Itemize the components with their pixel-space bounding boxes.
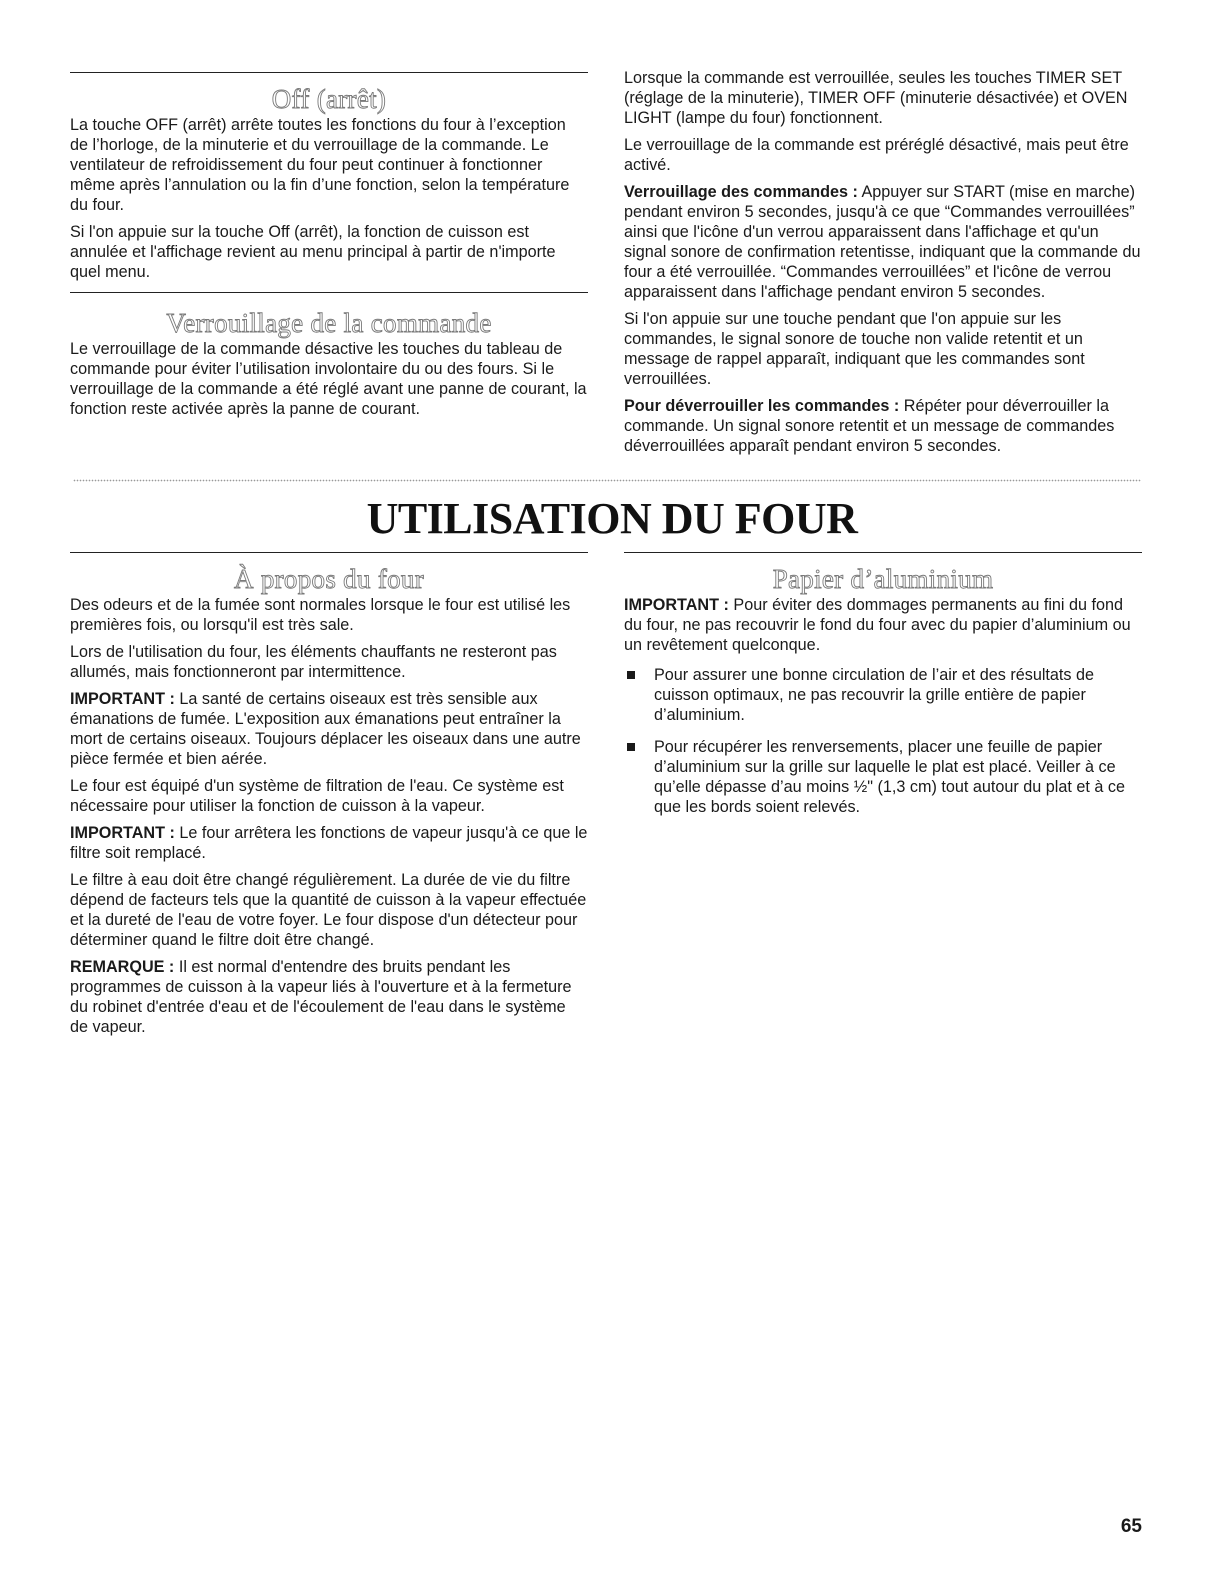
lock-unlock-label: Pour déverrouiller les commandes :	[624, 397, 900, 415]
lock-paragraph-4	[624, 182, 1142, 302]
bullet-square-icon	[627, 671, 635, 679]
lock-paragraph-6	[624, 396, 1142, 456]
lock-section-title: Verrouillage de la commande	[166, 308, 492, 338]
foil-important-label: IMPORTANT :	[624, 596, 729, 614]
top-right-column	[624, 68, 1142, 463]
bottom-left-column	[70, 552, 588, 1044]
about-paragraph-7	[70, 957, 588, 1037]
foil-important-text: Pour éviter des dommages permanents au fini du fond du four, ne pas recouvrir le fond du four avec du papier d’aluminium ou un revêtement quelconque.	[624, 596, 1131, 654]
bottom-right-column	[624, 552, 1142, 829]
section-rule	[624, 552, 1142, 553]
about-paragraph-4: Le four est équipé d'un système de filtration de l'eau. Ce système est nécessaire pour utiliser la fonction de cuisson à la vapeur.	[70, 777, 564, 815]
about-paragraph-3	[70, 689, 588, 769]
list-item	[624, 665, 1142, 725]
about-paragraph-6: Le filtre à eau doit être changé régulièrement. La durée de vie du filtre dépend de facteurs tels que la quantité de cuisson à la vapeur effectuée et la dureté de l'eau de votre foyer. Le four dispose d'un détecteur pour déterminer quand le filtre doit être changé.	[70, 871, 587, 949]
lock-paragraph-5: Si l'on appuie sur une touche pendant que l'on appuie sur les commandes, le signal sonore de touche non valide retentit et un message de rappel apparaît, indiquant que les commandes sont verrouillées.	[624, 310, 1085, 388]
lock-activate-label: Verrouillage des commandes :	[624, 183, 858, 201]
off-section-title: Off (arrêt)	[271, 84, 387, 114]
lock-paragraph-3: Le verrouillage de la commande est préréglé désactivé, mais peut être activé.	[624, 136, 1129, 174]
foil-paragraph-1	[624, 595, 1142, 655]
about-important-text: La santé de certains oiseaux est très sensible aux émanations de fumée. L'exposition aux émanations peut entraîner la mort de certains oiseaux. Toujours déplacer les oiseaux dans une autre pièce fermée et bien aérée.	[70, 690, 581, 768]
off-paragraph-2: Si l'on appuie sur la touche Off (arrêt), la fonction de cuisson est annulée et l'affichage revient au menu principal à partir de n'importe quel menu.	[70, 223, 556, 281]
about-important-label: IMPORTANT :	[70, 690, 175, 708]
lock-paragraph-1: Le verrouillage de la commande désactive les touches du tableau de commande pour éviter l’utilisation involontaire du ou des fours. Si le verrouillage de la commande a été réglé avant une panne de courant, la fonction reste activée après la panne de courant.	[70, 340, 587, 418]
top-left-column	[70, 72, 588, 426]
list-item	[624, 737, 1142, 817]
about-paragraph-5	[70, 823, 588, 863]
bullet-text: Pour assurer une bonne circulation de l’air et des résultats de cuisson optimaux, ne pas recouvrir la grille entière de papier d’aluminium.	[654, 666, 1095, 724]
bullet-square-icon	[627, 743, 635, 751]
foil-bullet-list	[624, 665, 1142, 817]
lock-activate-text: Appuyer sur START (mise en marche) pendant environ 5 secondes, jusqu'à ce que “Commandes verrouillées” ainsi que l'icône d'un verrou apparaissent dans l'affichage et qu'un signal sonore de confirmation retentisse, indiquant que la commande du four a été verrouillée. “Commandes verrouillées” et l'icône de verrou apparaissent dans l'affichage pendant environ 5 secondes.	[624, 183, 1141, 301]
section-rule	[70, 72, 588, 73]
about-important-label-2: IMPORTANT :	[70, 824, 175, 842]
about-note-label: REMARQUE :	[70, 958, 175, 976]
foil-section-title: Papier d’aluminium	[772, 564, 994, 594]
about-paragraph-2: Lors de l'utilisation du four, les éléments chauffants ne resteront pas allumés, mais fonctionneront par intermittence.	[70, 643, 557, 681]
about-paragraph-1: Des odeurs et de la fumée sont normales lorsque le four est utilisé les premières fois, ou lorsqu'il est très sale.	[70, 596, 571, 634]
section-rule	[70, 292, 588, 293]
page-number: 65	[1120, 1516, 1142, 1537]
section-rule	[70, 552, 588, 553]
dotted-divider	[73, 479, 1141, 482]
about-section-title: À propos du four	[233, 564, 425, 594]
about-important-text-2: Le four arrêtera les fonctions de vapeur jusqu'à ce que le filtre soit remplacé.	[70, 824, 588, 862]
off-paragraph-1: La touche OFF (arrêt) arrête toutes les fonctions du four à l’exception de l’horloge, de la minuterie et du verrouillage de la commande. Le ventilateur de refroidissement du four peut continuer à fonctionner même après l’annulation ou la fin d’une fonction, selon la température du four.	[70, 116, 570, 214]
bullet-text: Pour récupérer les renversements, placer une feuille de papier d’aluminium sur la grille sur laquelle le plat est placé. Veiller à ce qu’elle dépasse d’au moins ½" (1,3 cm) tout autour du plat et à ce que les bords soient relevés.	[654, 738, 1125, 816]
about-note-text: Il est normal d'entendre des bruits pendant les programmes de cuisson à la vapeur liés à l'ouverture et à la fermeture du robinet d'entrée d'eau et de l'écoulement de l'eau dans le système de vapeur.	[70, 958, 572, 1036]
lock-paragraph-2: Lorsque la commande est verrouillée, seules les touches TIMER SET (réglage de la minuterie), TIMER OFF (minuterie désactivée) et OVEN LIGHT (lampe du four) fonctionnent.	[624, 69, 1128, 127]
main-title: UTILISATION DU FOUR	[366, 494, 858, 543]
lock-unlock-text: Répéter pour déverrouiller la commande. Un signal sonore retentit et un message de commandes déverrouillées apparaît pendant environ 5 secondes.	[624, 397, 1115, 455]
